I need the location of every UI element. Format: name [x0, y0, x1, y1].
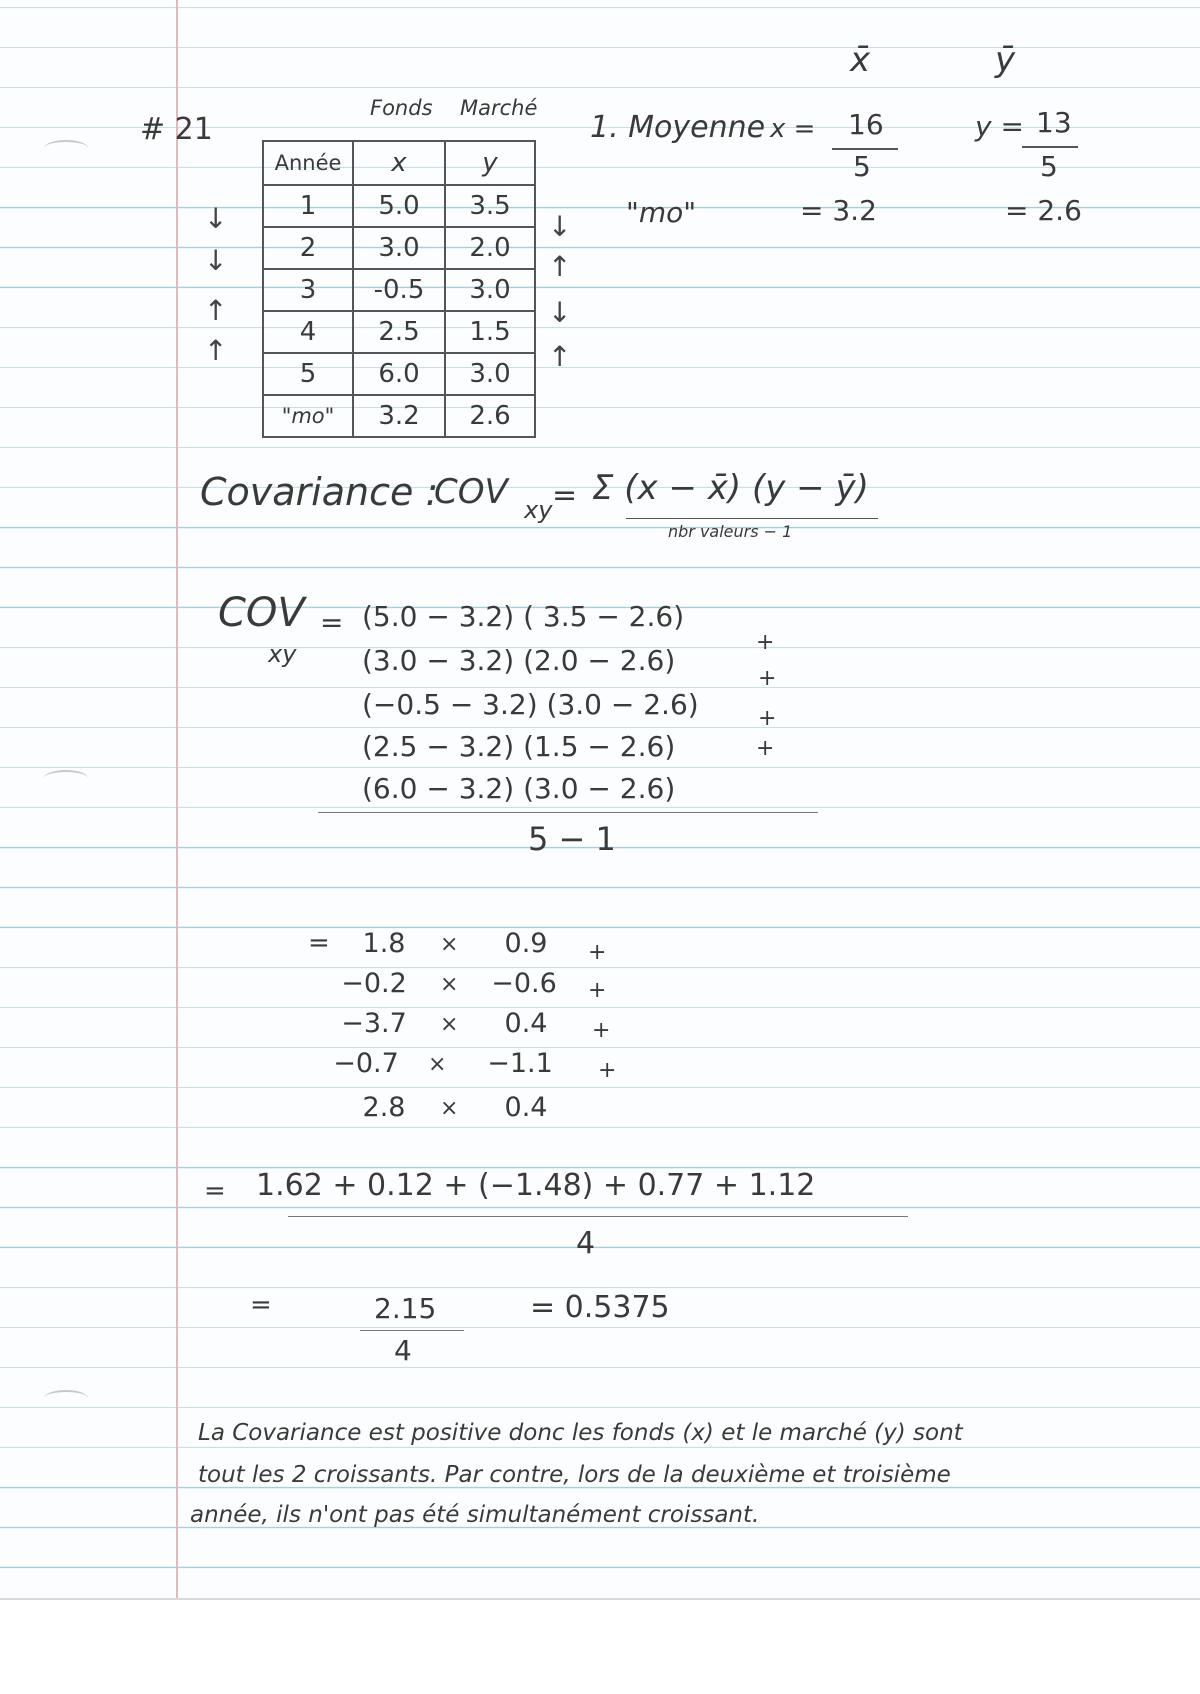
- expansion-equals: =: [320, 606, 344, 639]
- product-times: ×: [428, 1052, 447, 1077]
- table-cell-mean-label: "mo": [263, 395, 353, 437]
- arrow-up-icon: ↑: [204, 334, 228, 367]
- covariance-label: Covariance :: [200, 470, 439, 514]
- expansion-term: (−0.5 − 3.2) (3.0 − 2.6): [362, 688, 699, 721]
- products-equals: =: [308, 928, 330, 958]
- expansion-lhs-subscript: xy: [268, 640, 297, 668]
- covariance-formula-denominator: nbr valeurs − 1: [668, 522, 793, 541]
- mean-y-denominator: 5: [1040, 150, 1058, 183]
- product-factor-b: −1.1: [487, 1048, 553, 1079]
- mean-x-symbol: x̄: [850, 40, 871, 80]
- table-cell-y: 3.0: [445, 269, 535, 311]
- mean-mo-label: "mo": [626, 196, 697, 229]
- mean-y-var: y =: [975, 110, 1024, 143]
- table-group-label-marche: Marché: [460, 96, 538, 120]
- arrow-down-icon: ↓: [548, 210, 572, 243]
- product-factor-b: 0.4: [504, 1092, 548, 1123]
- data-table: [262, 140, 536, 438]
- conclusion-line: année, ils n'ont pas été simultanément croissant.: [190, 1502, 760, 1528]
- punch-hole: [44, 140, 88, 156]
- arrow-up-icon: ↑: [548, 340, 572, 373]
- expansion-term: (3.0 − 3.2) (2.0 − 2.6): [362, 644, 676, 677]
- covariance-formula-fraction-bar: [626, 518, 878, 519]
- table-cell-x: 2.5: [353, 311, 445, 353]
- table-row: [263, 185, 535, 227]
- covariance-formula-equals: =: [552, 478, 578, 513]
- covariance-formula-lhs: COV: [434, 472, 508, 512]
- result-numerator: 2.15: [374, 1292, 437, 1325]
- table-mean-row: [263, 395, 535, 437]
- expansion-denominator: 5 − 1: [528, 820, 616, 858]
- margin-line: [176, 0, 178, 1600]
- mean-x-result: = 3.2: [800, 194, 877, 227]
- table-cell-annee: 2: [263, 227, 353, 269]
- product-plus-sign: +: [592, 1018, 611, 1043]
- mean-label: 1. Moyenne: [590, 110, 766, 145]
- paper-bottom-edge: [0, 1598, 1200, 1600]
- expansion-plus-sign: +: [758, 666, 777, 691]
- table-row: [263, 269, 535, 311]
- expansion-plus-sign: +: [756, 736, 775, 761]
- sum-equals: =: [204, 1176, 226, 1206]
- mean-y-fraction-bar: [1022, 146, 1078, 148]
- product-factor-a: −0.7: [333, 1048, 399, 1079]
- table-header-y: y: [445, 141, 535, 185]
- table-cell-annee: 4: [263, 311, 353, 353]
- sum-expression: 1.62 + 0.12 + (−1.48) + 0.77 + 1.12: [256, 1168, 816, 1203]
- expansion-lhs: COV: [218, 590, 305, 636]
- arrow-down-icon: ↓: [548, 296, 572, 329]
- conclusion-line: La Covariance est positive donc les fonds (x) et le marché (y) sont: [198, 1420, 963, 1446]
- expansion-term: (6.0 − 3.2) (3.0 − 2.6): [362, 772, 676, 805]
- table-row: [263, 353, 535, 395]
- table-header-x: x: [353, 141, 445, 185]
- conclusion-line: tout les 2 croissants. Par contre, lors de la deuxième et troisième: [198, 1462, 951, 1488]
- product-times: ×: [440, 1012, 459, 1037]
- product-times: ×: [440, 972, 459, 997]
- arrow-down-icon: ↓: [204, 202, 228, 235]
- expansion-term: (2.5 − 3.2) (1.5 − 2.6): [362, 730, 676, 763]
- product-factor-a: −3.7: [341, 1008, 407, 1039]
- problem-number: # 21: [140, 112, 213, 147]
- table-cell-mean-y: 2.6: [445, 395, 535, 437]
- punch-hole: [44, 770, 88, 786]
- covariance-formula-numerator: Σ (x − x̄) (y − ȳ): [592, 468, 869, 508]
- covariance-formula-subscript: xy: [524, 496, 553, 524]
- arrow-up-icon: ↑: [204, 294, 228, 327]
- table-cell-annee: 1: [263, 185, 353, 227]
- table-cell-y: 2.0: [445, 227, 535, 269]
- product-factor-b: −0.6: [491, 968, 557, 999]
- result-fraction-bar: [360, 1330, 464, 1331]
- product-plus-sign: +: [598, 1058, 617, 1083]
- product-factor-a: −0.2: [341, 968, 407, 999]
- table-cell-annee: 3: [263, 269, 353, 311]
- result-equals: =: [250, 1290, 272, 1320]
- mean-x-denominator: 5: [853, 150, 871, 183]
- mean-x-numerator: 16: [848, 108, 884, 141]
- punch-hole: [44, 1390, 88, 1406]
- product-factor-b: 0.9: [504, 928, 548, 959]
- product-factor-b: 0.4: [504, 1008, 548, 1039]
- result-denominator: 4: [394, 1334, 412, 1367]
- product-factor-a: 1.8: [362, 928, 406, 959]
- table-header-annee: Année: [263, 141, 353, 185]
- sum-fraction-bar: [288, 1216, 908, 1217]
- table-cell-y: 3.0: [445, 353, 535, 395]
- mean-y-result: = 2.6: [1005, 194, 1082, 227]
- table-cell-x: -0.5: [353, 269, 445, 311]
- table-header-row: [263, 141, 535, 185]
- table-cell-y: 1.5: [445, 311, 535, 353]
- result-value: = 0.5375: [530, 1290, 670, 1325]
- product-times: ×: [440, 1096, 459, 1121]
- arrow-up-icon: ↑: [548, 250, 572, 283]
- mean-y-numerator: 13: [1036, 106, 1072, 139]
- sum-denominator: 4: [576, 1226, 596, 1261]
- expansion-plus-sign: +: [756, 630, 775, 655]
- table-cell-annee: 5: [263, 353, 353, 395]
- product-plus-sign: +: [588, 940, 607, 965]
- expansion-term: (5.0 − 3.2) ( 3.5 − 2.6): [362, 600, 685, 633]
- table-group-label-fonds: Fonds: [370, 96, 433, 120]
- product-factor-a: 2.8: [362, 1092, 406, 1123]
- product-plus-sign: +: [588, 978, 607, 1003]
- table-cell-x: 3.0: [353, 227, 445, 269]
- expansion-plus-sign: +: [758, 706, 777, 731]
- table-cell-mean-x: 3.2: [353, 395, 445, 437]
- table-cell-x: 6.0: [353, 353, 445, 395]
- table-row: [263, 227, 535, 269]
- product-times: ×: [440, 932, 459, 957]
- expansion-fraction-bar: [318, 812, 818, 813]
- table-cell-y: 3.5: [445, 185, 535, 227]
- mean-y-symbol: ȳ: [995, 40, 1016, 80]
- mean-x-var: x =: [770, 114, 816, 144]
- table-row: [263, 311, 535, 353]
- table-cell-x: 5.0: [353, 185, 445, 227]
- arrow-down-icon: ↓: [204, 244, 228, 277]
